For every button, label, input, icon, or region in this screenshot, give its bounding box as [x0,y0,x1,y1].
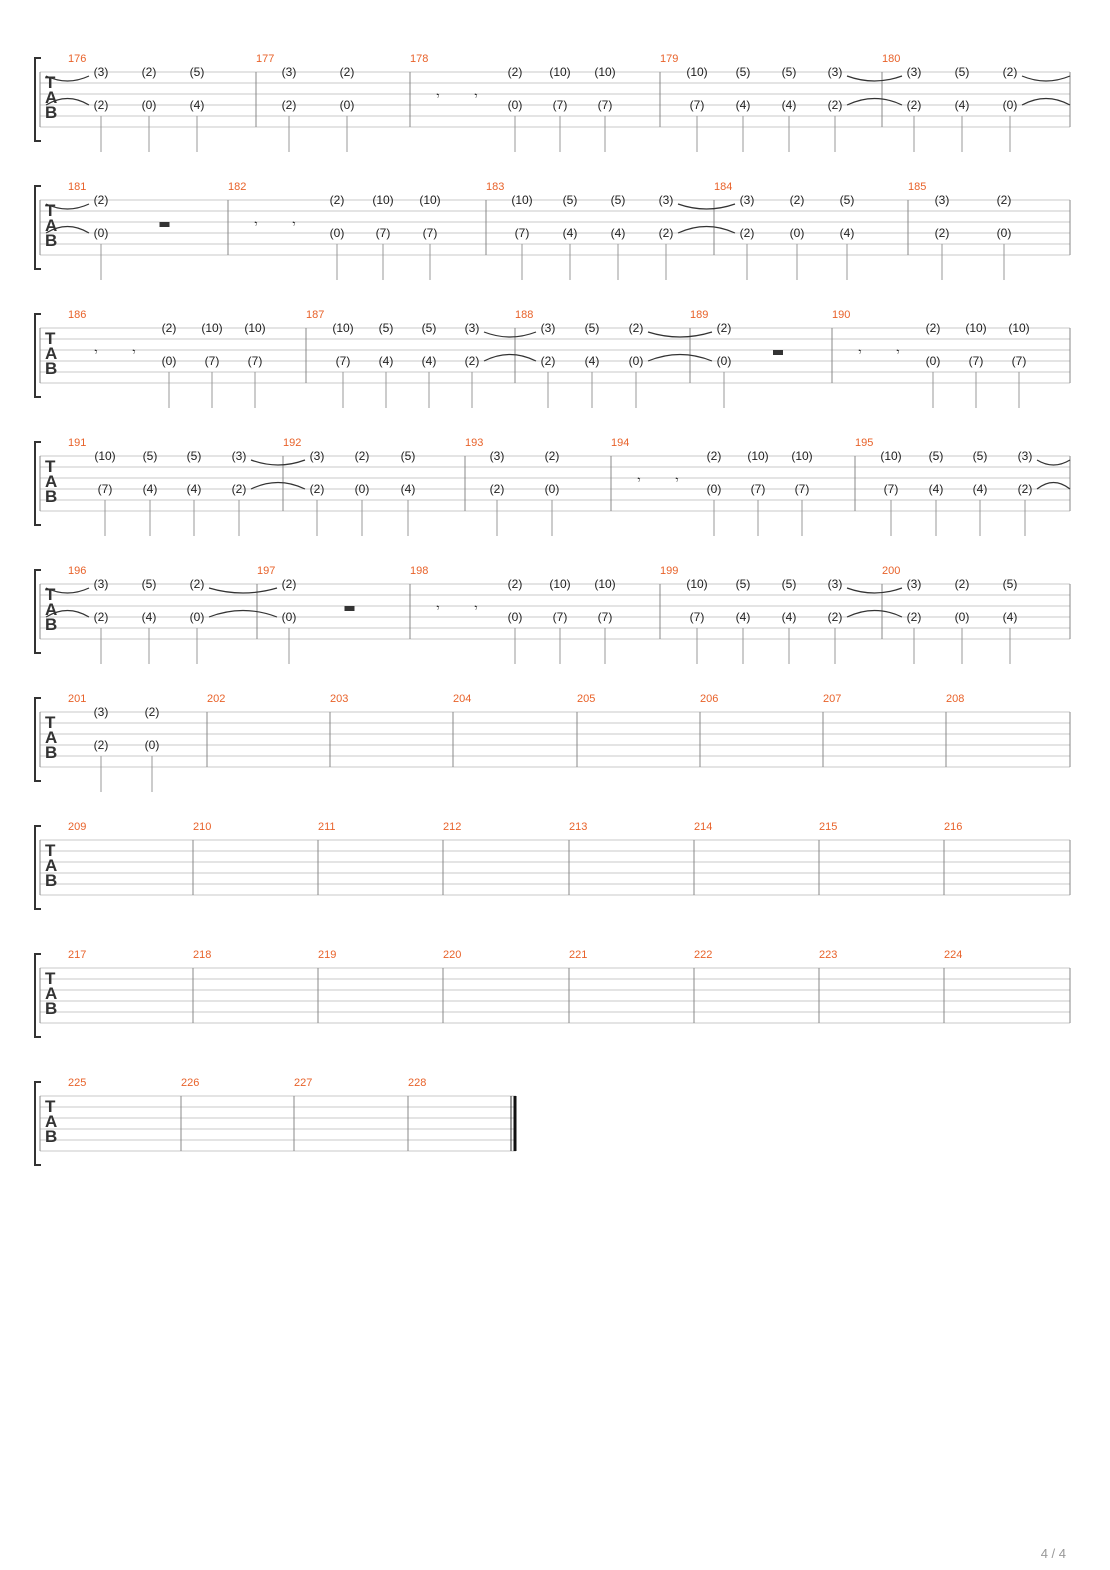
tab-clef-letter: B [45,231,58,250]
fret-note-bottom: (4) [781,610,797,624]
fret-note-bottom: (2) [934,226,950,240]
fret-note-top: (3) [739,193,755,207]
fret-note-bottom: (4) [142,482,158,496]
fret-note-bottom: (2) [739,226,755,240]
measure-number: 204 [453,693,472,705]
fret-note-bottom: (4) [735,610,751,624]
fret-note-top: (5) [839,193,855,207]
fret-note-bottom: (2) [906,98,922,112]
fret-note-top: (3) [658,193,674,207]
measure-number: 186 [68,309,87,321]
fret-note-bottom: (7) [375,226,391,240]
tab-clef-letter: T [45,585,56,604]
fret-note-bottom: (7) [1011,354,1027,368]
fret-note-bottom: (0) [925,354,941,368]
fret-note-bottom: (2) [281,98,297,112]
measure-number: 226 [181,1077,200,1089]
measure-number: 205 [577,693,596,705]
measure-number: 179 [660,53,679,65]
fret-note-bottom: (4) [735,98,751,112]
measure-number: 192 [283,437,302,449]
fret-note-bottom: (0) [189,610,205,624]
tab-clef-letter: T [45,73,56,92]
fret-note-top: (3) [93,65,109,79]
fret-note-top: (10) [549,577,571,591]
fret-note-top: (10) [94,449,116,463]
fret-note-bottom: (4) [954,98,970,112]
measure-number: 224 [944,949,963,961]
measure-number: 215 [819,821,838,833]
fret-note-bottom: (0) [354,482,370,496]
fret-note-bottom: (2) [309,482,325,496]
fret-note-bottom: (0) [507,610,523,624]
fret-note-bottom: (0) [706,482,722,496]
fret-note-bottom: (4) [378,354,394,368]
fret-note-top: (10) [1008,321,1030,335]
measure-number: 227 [294,1077,313,1089]
tab-clef-letter: A [45,216,58,235]
fret-note-bottom: (4) [562,226,578,240]
tie-arc [484,332,536,337]
eighth-rest: 𝄾 [94,345,98,359]
fret-note-top: (10) [201,321,223,335]
fret-note-bottom: (4) [141,610,157,624]
eighth-rest: 𝄾 [474,601,478,615]
fret-note-top: (3) [93,577,109,591]
tie-arc [1022,76,1070,81]
fret-note-bottom: (2) [93,738,109,752]
fret-note-top: (10) [880,449,902,463]
fret-note-top: (5) [378,321,394,335]
fret-note-top: (2) [716,321,732,335]
fret-note-bottom: (7) [968,354,984,368]
tie-arc [678,204,735,209]
measure-number: 198 [410,565,429,577]
fret-note-top: (10) [372,193,394,207]
tie-arc [1037,483,1070,490]
fret-note-top: (3) [540,321,556,335]
tie-arc [1022,99,1070,106]
staff-system [35,181,1070,280]
tab-clef-letter: A [45,984,58,1003]
measure-number: 183 [486,181,505,193]
fret-note-top: (5) [610,193,626,207]
staff-system [35,949,1070,1037]
tie-arc [847,99,902,106]
fret-note-bottom: (2) [231,482,247,496]
fret-note-bottom: (2) [464,354,480,368]
measure-number: 199 [660,565,679,577]
fret-note-bottom: (2) [93,98,109,112]
fret-note-bottom: (7) [97,482,113,496]
tab-clef-letter: T [45,841,56,860]
measure-number: 187 [306,309,325,321]
tie-arc [251,483,305,490]
measure-number: 222 [694,949,713,961]
measure-number: 191 [68,437,87,449]
fret-note-top: (3) [93,705,109,719]
fret-note-bottom: (7) [552,610,568,624]
fret-note-top: (5) [781,65,797,79]
measure-number: 178 [410,53,429,65]
tie-arc [678,227,735,234]
fret-note-top: (5) [735,65,751,79]
fret-note-top: (2) [628,321,644,335]
fret-note-top: (10) [686,577,708,591]
fret-note-top: (10) [791,449,813,463]
fret-note-bottom: (0) [281,610,297,624]
fret-note-bottom: (7) [514,226,530,240]
fret-note-top: (5) [421,321,437,335]
half-rest [345,606,355,611]
fret-note-top: (10) [594,577,616,591]
eighth-rest: 𝄾 [132,345,136,359]
measure-number: 201 [68,693,87,705]
staff-system [35,821,1070,909]
staff-system [35,565,1070,664]
fret-note-bottom: (0) [1002,98,1018,112]
fret-note-top: (5) [189,65,205,79]
eighth-rest: 𝄾 [858,345,862,359]
measure-number: 177 [256,53,275,65]
fret-note-bottom: (2) [658,226,674,240]
fret-note-top: (5) [562,193,578,207]
tab-clef-letter: B [45,359,58,378]
tab-clef-letter: B [45,743,58,762]
fret-note-top: (2) [161,321,177,335]
measure-number: 225 [68,1077,87,1089]
tie-arc [1037,460,1070,465]
measure-number: 190 [832,309,851,321]
staff-system [35,437,1070,536]
tab-clef-letter: T [45,201,56,220]
measure-number: 223 [819,949,838,961]
tab-clef-letter: B [45,1127,58,1146]
fret-note-bottom: (0) [141,98,157,112]
fret-note-bottom: (7) [883,482,899,496]
fret-note-top: (2) [339,65,355,79]
fret-note-top: (2) [507,65,523,79]
fret-note-bottom: (7) [204,354,220,368]
fret-note-bottom: (2) [906,610,922,624]
eighth-rest: 𝄾 [436,89,440,103]
tab-clef-letter: A [45,472,58,491]
fret-note-bottom: (2) [93,610,109,624]
fret-note-bottom: (7) [247,354,263,368]
fret-note-top: (10) [511,193,533,207]
fret-note-top: (3) [906,65,922,79]
fret-note-top: (3) [934,193,950,207]
fret-note-top: (5) [735,577,751,591]
tab-clef-letter: T [45,713,56,732]
half-rest [160,222,170,227]
eighth-rest: 𝄾 [474,89,478,103]
fret-note-bottom: (4) [839,226,855,240]
tie-arc [847,611,902,618]
fret-note-top: (2) [1002,65,1018,79]
tie-arc [484,355,536,362]
measure-number: 196 [68,565,87,577]
measure-number: 185 [908,181,927,193]
fret-note-bottom: (7) [597,98,613,112]
fret-note-bottom: (2) [827,98,843,112]
fret-note-bottom: (0) [954,610,970,624]
fret-note-bottom: (0) [339,98,355,112]
fret-note-top: (10) [965,321,987,335]
fret-note-top: (2) [706,449,722,463]
measure-number: 218 [193,949,212,961]
fret-note-top: (2) [189,577,205,591]
tab-clef-letter: A [45,344,58,363]
eighth-rest: 𝄾 [896,345,900,359]
fret-note-top: (10) [686,65,708,79]
tab-clef-letter: A [45,728,58,747]
measure-number: 206 [700,693,719,705]
fret-note-top: (5) [142,449,158,463]
measure-number: 197 [257,565,276,577]
fret-note-top: (2) [281,577,297,591]
eighth-rest: 𝄾 [254,217,258,231]
measure-number: 209 [68,821,87,833]
fret-note-top: (2) [544,449,560,463]
measure-number: 212 [443,821,462,833]
fret-note-top: (3) [827,65,843,79]
fret-note-bottom: (0) [628,354,644,368]
fret-note-top: (3) [309,449,325,463]
fret-note-bottom: (2) [1017,482,1033,496]
fret-note-bottom: (2) [827,610,843,624]
fret-note-top: (5) [584,321,600,335]
fret-note-top: (3) [1017,449,1033,463]
fret-note-bottom: (2) [489,482,505,496]
fret-note-top: (2) [144,705,160,719]
fret-note-top: (3) [281,65,297,79]
measure-number: 188 [515,309,534,321]
fret-note-bottom: (4) [584,354,600,368]
tie-arc [251,460,305,465]
fret-note-bottom: (7) [689,98,705,112]
tab-clef-letter: A [45,600,58,619]
measure-number: 219 [318,949,337,961]
measure-number: 211 [318,821,336,833]
measure-number: 189 [690,309,709,321]
tab-clef-letter: T [45,1097,56,1116]
fret-note-bottom: (7) [597,610,613,624]
fret-note-top: (10) [244,321,266,335]
tab-clef-letter: T [45,329,56,348]
fret-note-top: (3) [464,321,480,335]
fret-note-top: (2) [507,577,523,591]
measure-number: 195 [855,437,874,449]
fret-note-bottom: (0) [544,482,560,496]
fret-note-top: (5) [141,577,157,591]
tab-clef-letter: A [45,88,58,107]
measure-number: 182 [228,181,247,193]
fret-note-top: (10) [549,65,571,79]
measure-number: 202 [207,693,226,705]
tie-arc [209,588,277,593]
measure-number: 220 [443,949,462,961]
measure-number: 180 [882,53,901,65]
fret-note-bottom: (4) [421,354,437,368]
fret-note-top: (2) [789,193,805,207]
tab-clef-letter: B [45,487,58,506]
fret-note-top: (2) [354,449,370,463]
eighth-rest: 𝄾 [436,601,440,615]
eighth-rest: 𝄾 [292,217,296,231]
half-rest [773,350,783,355]
measure-number: 216 [944,821,963,833]
measure-number: 213 [569,821,588,833]
fret-note-top: (5) [1002,577,1018,591]
tie-arc [847,588,902,593]
fret-note-bottom: (7) [552,98,568,112]
fret-note-top: (10) [747,449,769,463]
tab-clef-letter: T [45,969,56,988]
fret-note-bottom: (7) [750,482,766,496]
fret-note-bottom: (4) [972,482,988,496]
fret-note-bottom: (4) [400,482,416,496]
fret-note-bottom: (0) [996,226,1012,240]
fret-note-top: (10) [332,321,354,335]
fret-note-bottom: (7) [689,610,705,624]
fret-note-top: (2) [925,321,941,335]
measure-number: 181 [68,181,87,193]
eighth-rest: 𝄾 [637,473,641,487]
tab-clef-letter: A [45,1112,58,1131]
fret-note-top: (10) [594,65,616,79]
fret-note-top: (5) [928,449,944,463]
tie-arc [648,332,712,337]
fret-note-bottom: (0) [716,354,732,368]
measure-number: 210 [193,821,212,833]
fret-note-bottom: (0) [144,738,160,752]
page-number: 4 / 4 [1040,1546,1066,1561]
tab-clef-letter: B [45,103,58,122]
fret-note-bottom: (4) [1002,610,1018,624]
measure-number: 221 [569,949,588,961]
staff-system [35,1077,516,1165]
fret-note-top: (3) [231,449,247,463]
fret-note-bottom: (0) [93,226,109,240]
tab-clef-letter: B [45,999,58,1018]
fret-note-bottom: (4) [781,98,797,112]
measure-number: 200 [882,565,901,577]
measure-number: 207 [823,693,842,705]
eighth-rest: 𝄾 [675,473,679,487]
fret-note-bottom: (7) [335,354,351,368]
measure-number: 208 [946,693,965,705]
fret-note-top: (5) [186,449,202,463]
measure-number: 184 [714,181,733,193]
measure-number: 203 [330,693,349,705]
fret-note-bottom: (0) [507,98,523,112]
fret-note-top: (2) [954,577,970,591]
tie-arc [847,76,902,81]
fret-note-bottom: (2) [540,354,556,368]
measure-number: 217 [68,949,87,961]
tie-arc [648,355,712,362]
fret-note-bottom: (0) [161,354,177,368]
fret-note-bottom: (4) [610,226,626,240]
measure-number: 176 [68,53,87,65]
fret-note-bottom: (4) [186,482,202,496]
tie-arc [209,611,277,618]
staff-system [35,309,1070,408]
fret-note-top: (5) [400,449,416,463]
fret-note-top: (5) [781,577,797,591]
measure-number: 214 [694,821,713,833]
fret-note-bottom: (4) [189,98,205,112]
fret-note-top: (2) [93,193,109,207]
fret-note-top: (2) [996,193,1012,207]
staff-system [35,693,1070,792]
fret-note-bottom: (0) [789,226,805,240]
measure-number: 193 [465,437,484,449]
tab-clef-letter: A [45,856,58,875]
fret-note-bottom: (4) [928,482,944,496]
fret-note-top: (5) [972,449,988,463]
fret-note-bottom: (7) [422,226,438,240]
fret-note-top: (2) [141,65,157,79]
staff-system [35,53,1070,152]
measure-number: 228 [408,1077,427,1089]
tab-clef-letter: B [45,871,58,890]
fret-note-bottom: (0) [329,226,345,240]
fret-note-top: (10) [419,193,441,207]
fret-note-top: (3) [906,577,922,591]
fret-note-bottom: (7) [794,482,810,496]
fret-note-top: (3) [489,449,505,463]
fret-note-top: (2) [329,193,345,207]
tab-clef-letter: T [45,457,56,476]
fret-note-top: (5) [954,65,970,79]
fret-note-top: (3) [827,577,843,591]
measure-number: 194 [611,437,630,449]
tab-clef-letter: B [45,615,58,634]
